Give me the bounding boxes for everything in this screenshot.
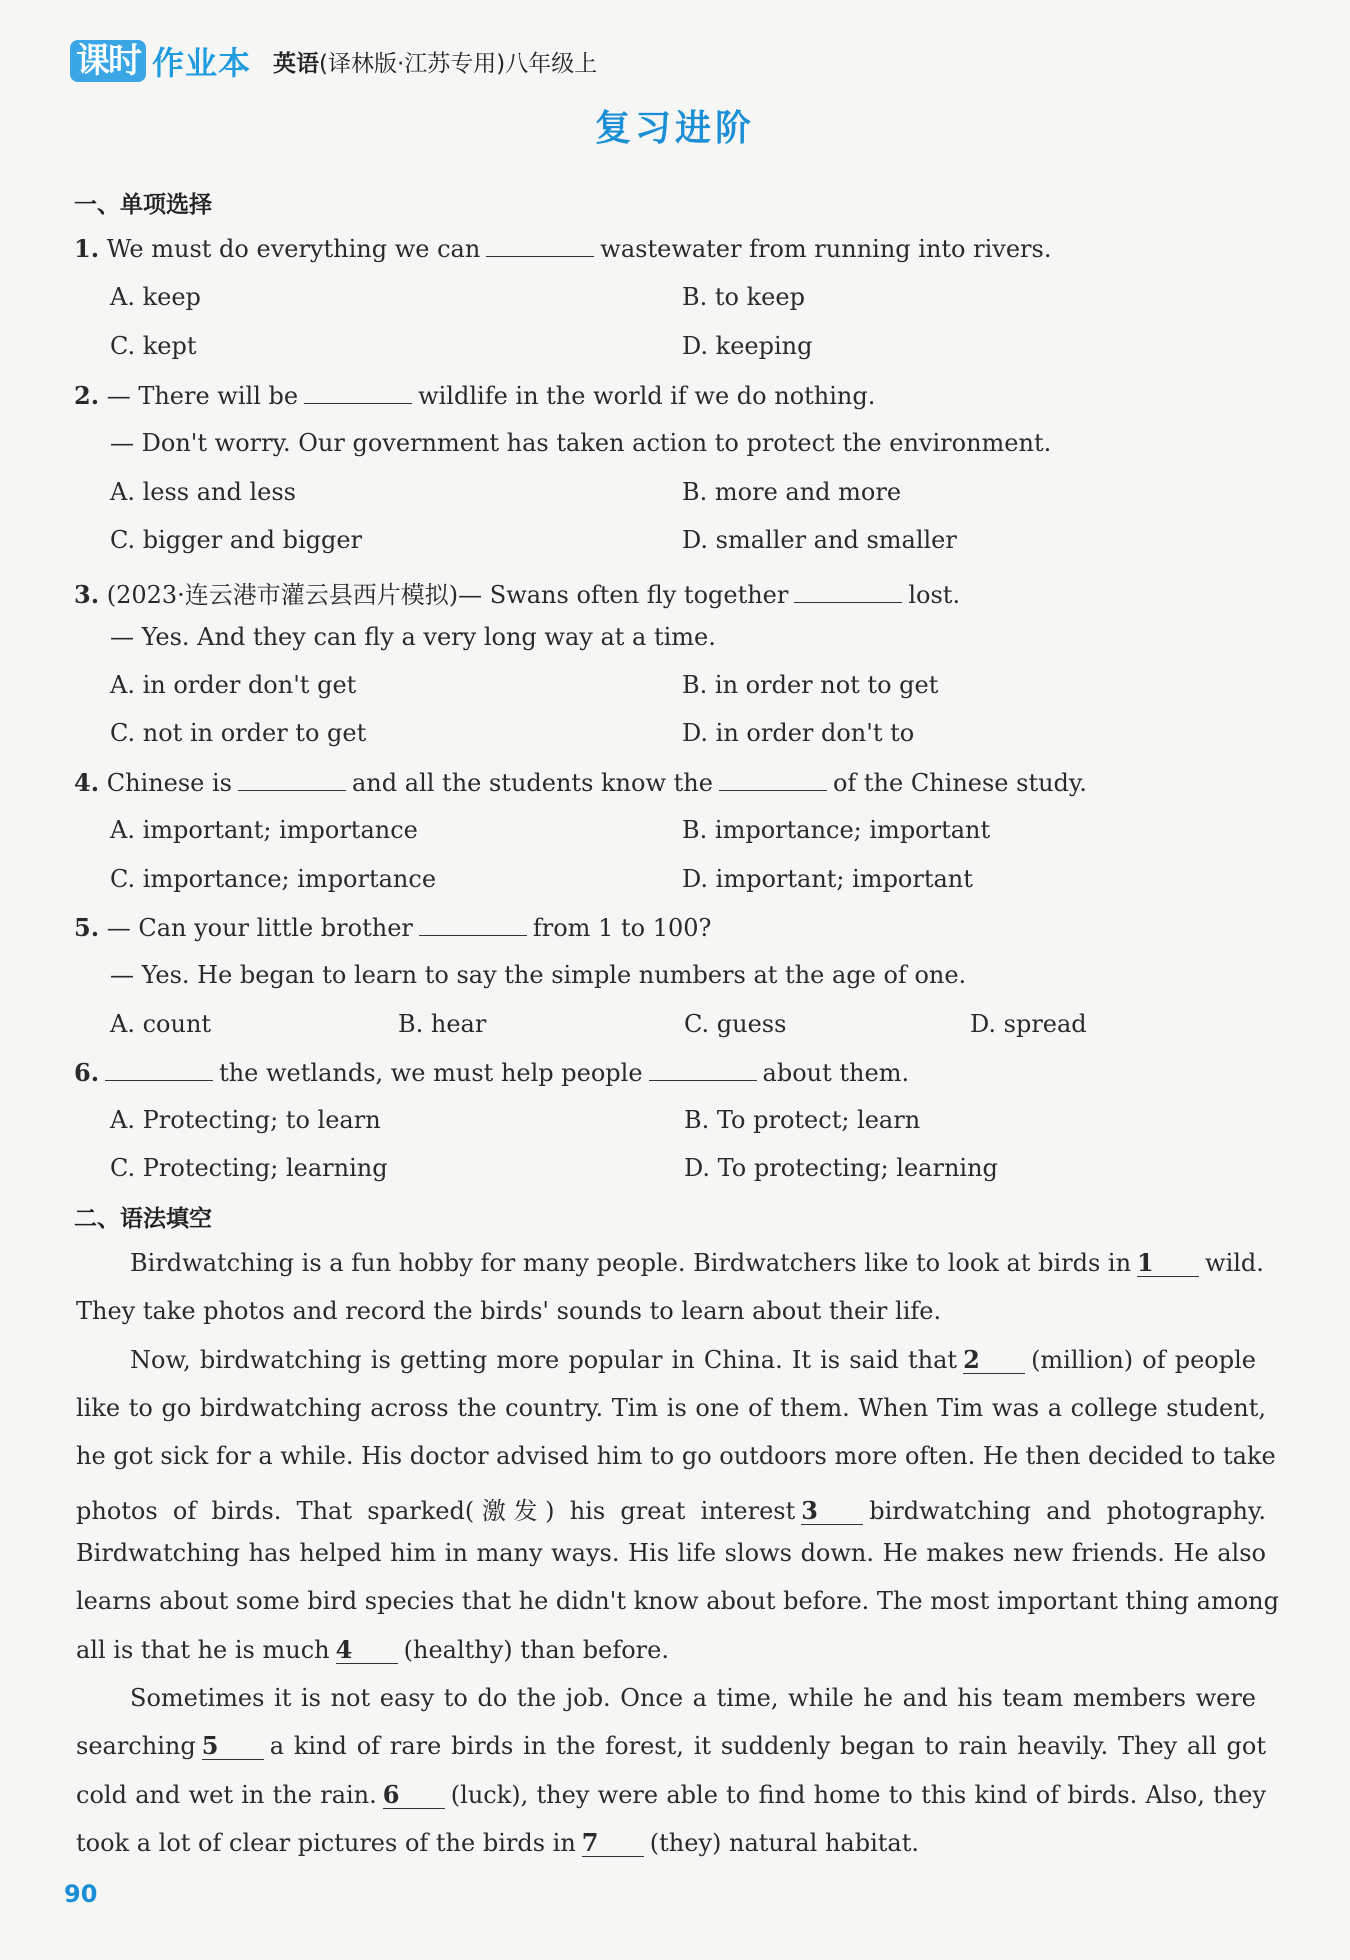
passage-text: (they) natural habitat.	[649, 1829, 919, 1857]
passage-line	[130, 1346, 1256, 1374]
subject-label: 英语	[273, 50, 320, 77]
logo-mark: 课时	[70, 40, 146, 82]
book-subtitle	[273, 45, 597, 78]
option-b: B. hear	[398, 1010, 487, 1038]
passage-text: wild.	[1205, 1249, 1264, 1277]
option-d: D. spread	[970, 1010, 1087, 1038]
question-6	[74, 1058, 909, 1087]
series-logo	[70, 38, 251, 84]
option-b: B. to keep	[682, 283, 805, 311]
page-number: 90	[64, 1880, 98, 1908]
option-c: C. bigger and bigger	[110, 526, 363, 554]
question-stem: — Can your little brother	[106, 914, 413, 942]
answer-blank	[794, 580, 902, 603]
question-stem: (2023·连云港市灌云县西片模拟)— Swans often fly together	[106, 581, 789, 609]
option-c: C. Protecting; learning	[110, 1154, 388, 1182]
option-a: A. count	[110, 1010, 212, 1038]
option-d: D. smaller and smaller	[682, 526, 957, 554]
question-stem: wildlife in the world if we do nothing.	[418, 382, 876, 410]
passage-line: he got sick for a while. His doctor advised him to go outdoors more often. He then decided to take	[76, 1442, 1276, 1470]
question-stem: We must do everything we can	[106, 235, 481, 263]
option-a: A. keep	[110, 283, 201, 311]
numbered-blank: 1	[1137, 1250, 1199, 1277]
passage-line	[76, 1636, 1266, 1664]
dialogue-reply: — Yes. And they can fly a very long way at a time.	[110, 623, 716, 651]
option-a: A. in order don't get	[110, 671, 357, 699]
numbered-blank: 2	[963, 1347, 1025, 1374]
answer-blank	[105, 1058, 213, 1081]
numbered-blank: 7	[582, 1830, 644, 1857]
page-title: 复习进阶	[594, 108, 755, 149]
answer-blank	[238, 768, 346, 791]
answer-blank	[486, 234, 594, 257]
passage-line: learns about some bird species that he didn't know about before. The most important thing among	[76, 1587, 1279, 1615]
passage-text: all is that he is much	[76, 1636, 330, 1664]
numbered-blank: 5	[202, 1733, 264, 1760]
page-header	[70, 36, 597, 86]
question-stem: lost.	[908, 581, 961, 609]
section-heading-grammar-fill: 二、语法填空	[74, 1206, 212, 1232]
option-b: B. in order not to get	[682, 671, 939, 699]
passage-text: Birdwatching is a fun hobby for many people. Birdwatchers like to look at birds in	[130, 1249, 1132, 1277]
passage-text: cold and wet in the rain.	[76, 1781, 377, 1809]
question-stem: and all the students know the	[352, 769, 713, 797]
option-d: D. keeping	[682, 332, 813, 360]
option-a: A. Protecting; to learn	[110, 1106, 381, 1134]
question-stem: Chinese is	[106, 769, 232, 797]
answer-blank	[304, 381, 412, 404]
option-b: B. more and more	[682, 478, 902, 506]
question-5	[74, 913, 711, 942]
option-c: C. not in order to get	[110, 719, 367, 747]
section-heading-multiple-choice: 一、单项选择	[74, 192, 212, 218]
question-stem: — There will be	[106, 382, 299, 410]
option-c: C. kept	[110, 332, 197, 360]
question-stem: from 1 to 100?	[532, 914, 712, 942]
option-a: A. less and less	[110, 478, 296, 506]
numbered-blank: 6	[383, 1782, 445, 1809]
numbered-blank: 3	[801, 1498, 863, 1525]
question-stem: about them.	[762, 1059, 910, 1087]
question-number: 2.	[74, 381, 100, 410]
question-stem: of the Chinese study.	[832, 769, 1087, 797]
question-4	[74, 768, 1087, 797]
dialogue-reply: — Don't worry. Our government has taken action to protect the environment.	[110, 429, 1052, 457]
option-b: B. importance; important	[682, 816, 991, 844]
question-stem: wastewater from running into rivers.	[600, 235, 1052, 263]
option-d: D. in order don't to	[682, 719, 915, 747]
passage-text: (healthy) than before.	[403, 1636, 669, 1664]
question-number: 4.	[74, 768, 100, 797]
option-d: D. important; important	[682, 865, 973, 893]
question-3	[74, 575, 960, 610]
passage-text: a kind of rare birds in the forest, it suddenly began to rain heavily. They all got	[269, 1732, 1266, 1760]
dialogue-reply: — Yes. He began to learn to say the simple numbers at the age of one.	[110, 961, 967, 989]
question-number: 5.	[74, 913, 100, 942]
passage-line: Sometimes it is not easy to do the job. Once a time, while he and his team members were	[130, 1684, 1256, 1712]
question-2	[74, 381, 875, 410]
logo-text: 作业本	[152, 44, 252, 82]
question-stem: the wetlands, we must help people	[219, 1059, 643, 1087]
numbered-blank: 4	[336, 1637, 398, 1664]
option-c: C. importance; importance	[110, 865, 437, 893]
passage-line	[76, 1491, 1266, 1526]
passage-line	[76, 1732, 1266, 1760]
passage-text: took a lot of clear pictures of the birds in	[76, 1829, 576, 1857]
passage-line: They take photos and record the birds' sounds to learn about their life.	[76, 1297, 942, 1325]
answer-blank	[649, 1058, 757, 1081]
answer-blank	[419, 913, 527, 936]
passage-text: Now, birdwatching is getting more popular in China. It is said that	[130, 1346, 958, 1374]
passage-line: like to go birdwatching across the country. Tim is one of them. When Tim was a college student,	[76, 1394, 1266, 1422]
option-c: C. guess	[684, 1010, 787, 1038]
question-1	[74, 234, 1051, 263]
answer-blank	[719, 768, 827, 791]
option-d: D. To protecting; learning	[684, 1154, 998, 1182]
question-number: 6.	[74, 1058, 100, 1087]
passage-text: birdwatching and photography.	[869, 1497, 1266, 1525]
passage-line	[76, 1829, 1266, 1857]
passage-line: Birdwatching has helped him in many ways. His life slows down. He makes new friends. He also	[76, 1539, 1266, 1567]
passage-text: (luck), they were able to find home to this kind of birds. Also, they	[450, 1781, 1267, 1809]
edition-label: (译林版·江苏专用)八年级上	[319, 50, 598, 77]
passage-text: (million) of people	[1031, 1346, 1256, 1374]
passage-line	[76, 1781, 1266, 1809]
passage-text: searching	[76, 1732, 196, 1760]
passage-line	[130, 1248, 1264, 1277]
option-b: B. To protect; learn	[684, 1106, 921, 1134]
option-a: A. important; importance	[110, 816, 418, 844]
question-number: 1.	[74, 234, 100, 263]
passage-text: photos of birds. That sparked(激发) his great interest	[76, 1497, 796, 1525]
question-number: 3.	[74, 580, 100, 609]
